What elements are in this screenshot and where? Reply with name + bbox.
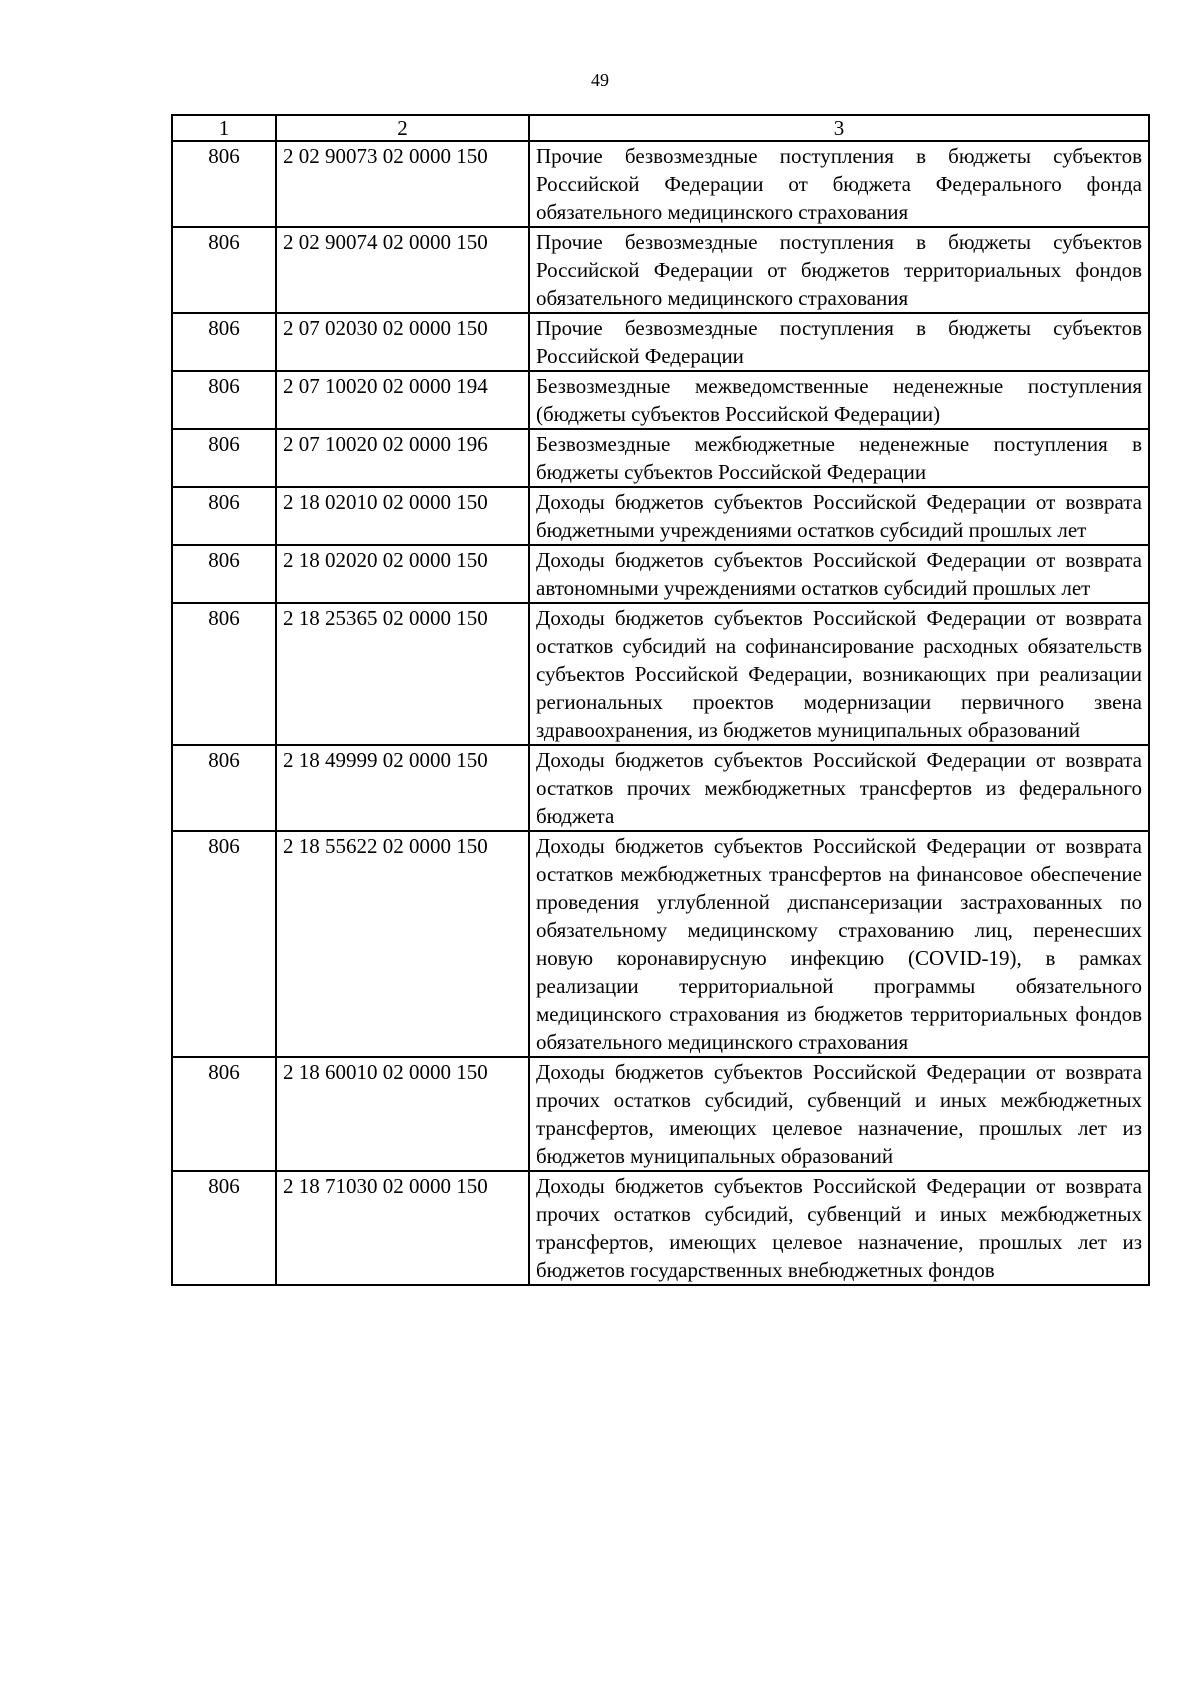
revenue-name-cell: Безвозмездные межведомственные неденежные поступления (бюджеты субъектов Российской Федерации) (529, 371, 1149, 429)
budget-classification-code-cell: 2 18 60010 02 0000 150 (276, 1057, 529, 1171)
table-row (172, 745, 1149, 831)
revenue-name-cell: Доходы бюджетов субъектов Российской Федерации от возврата автономными учреждениями остатков субсидий прошлых лет (529, 545, 1149, 603)
table-row (172, 313, 1149, 371)
revenue-name-cell: Прочие безвозмездные поступления в бюджеты субъектов Российской Федерации от бюджета Федерального фонда обязательного медицинского страхования (529, 141, 1149, 227)
revenue-name-cell: Доходы бюджетов субъектов Российской Федерации от возврата прочих остатков субсидий, субвенций и иных межбюджетных трансфертов, имеющих целевое назначение, прошлых лет из бюджетов муниципальных образований (529, 1057, 1149, 1171)
admin-code-cell: 806 (172, 745, 276, 831)
budget-classification-code-cell: 2 18 49999 02 0000 150 (276, 745, 529, 831)
admin-code-cell: 806 (172, 831, 276, 1057)
budget-classification-code-cell: 2 18 71030 02 0000 150 (276, 1171, 529, 1285)
admin-code-cell: 806 (172, 603, 276, 745)
budget-classification-code-cell: 2 02 90073 02 0000 150 (276, 141, 529, 227)
admin-code-cell: 806 (172, 545, 276, 603)
budget-classification-code-cell: 2 18 55622 02 0000 150 (276, 831, 529, 1057)
admin-code-cell: 806 (172, 487, 276, 545)
admin-code-cell: 806 (172, 313, 276, 371)
admin-code-cell: 806 (172, 227, 276, 313)
table-row (172, 141, 1149, 227)
column-header-2: 2 (276, 115, 529, 141)
admin-code-cell: 806 (172, 371, 276, 429)
budget-classification-code-cell: 2 07 10020 02 0000 194 (276, 371, 529, 429)
revenue-name-cell: Доходы бюджетов субъектов Российской Федерации от возврата бюджетными учреждениями остатков субсидий прошлых лет (529, 487, 1149, 545)
admin-code-cell: 806 (172, 1057, 276, 1171)
budget-classification-code-cell: 2 18 02010 02 0000 150 (276, 487, 529, 545)
revenue-name-cell: Прочие безвозмездные поступления в бюджеты субъектов Российской Федерации от бюджетов территориальных фондов обязательного медицинского страхования (529, 227, 1149, 313)
table-row (172, 545, 1149, 603)
column-header-1: 1 (172, 115, 276, 141)
table-body (172, 115, 1149, 1285)
admin-code-cell: 806 (172, 429, 276, 487)
revenue-name-cell: Доходы бюджетов субъектов Российской Федерации от возврата остатков прочих межбюджетных трансфертов из федерального бюджета (529, 745, 1149, 831)
table-header-row (172, 115, 1149, 141)
table-row (172, 487, 1149, 545)
revenue-name-cell: Безвозмездные межбюджетные неденежные поступления в бюджеты субъектов Российской Федерации (529, 429, 1149, 487)
page-number: 49 (591, 70, 609, 90)
revenue-name-cell: Доходы бюджетов субъектов Российской Федерации от возврата прочих остатков субсидий, субвенций и иных межбюджетных трансфертов, имеющих целевое назначение, прошлых лет из бюджетов государственных внебюджетных фондов (529, 1171, 1149, 1285)
budget-classification-code-cell: 2 07 02030 02 0000 150 (276, 313, 529, 371)
revenue-name-cell: Доходы бюджетов субъектов Российской Федерации от возврата остатков межбюджетных трансфертов на финансовое обеспечение проведения углубленной диспансеризации застрахованных по обязательному медицинскому страхованию лиц, перенесших новую коронавирусную инфекцию (COVID-19), в рамках реализации территориальной программы обязательного медицинского страхования из бюджетов территориальных фондов обязательного медицинского страхования (529, 831, 1149, 1057)
table-row (172, 429, 1149, 487)
table-row (172, 1171, 1149, 1285)
admin-code-cell: 806 (172, 141, 276, 227)
column-header-3: 3 (529, 115, 1149, 141)
table-row (172, 371, 1149, 429)
budget-classification-code-cell: 2 18 02020 02 0000 150 (276, 545, 529, 603)
budget-codes-table (171, 114, 1150, 1286)
table-row (172, 1057, 1149, 1171)
budget-classification-code-cell: 2 07 10020 02 0000 196 (276, 429, 529, 487)
budget-classification-code-cell: 2 18 25365 02 0000 150 (276, 603, 529, 745)
table-row (172, 227, 1149, 313)
table-row (172, 603, 1149, 745)
revenue-name-cell: Доходы бюджетов субъектов Российской Федерации от возврата остатков субсидий на софинансирование расходных обязательств субъектов Российской Федерации, возникающих при реализации региональных проектов модернизации первичного звена здравоохранения, из бюджетов муниципальных образований (529, 603, 1149, 745)
budget-classification-code-cell: 2 02 90074 02 0000 150 (276, 227, 529, 313)
table-row (172, 831, 1149, 1057)
revenue-name-cell: Прочие безвозмездные поступления в бюджеты субъектов Российской Федерации (529, 313, 1149, 371)
admin-code-cell: 806 (172, 1171, 276, 1285)
